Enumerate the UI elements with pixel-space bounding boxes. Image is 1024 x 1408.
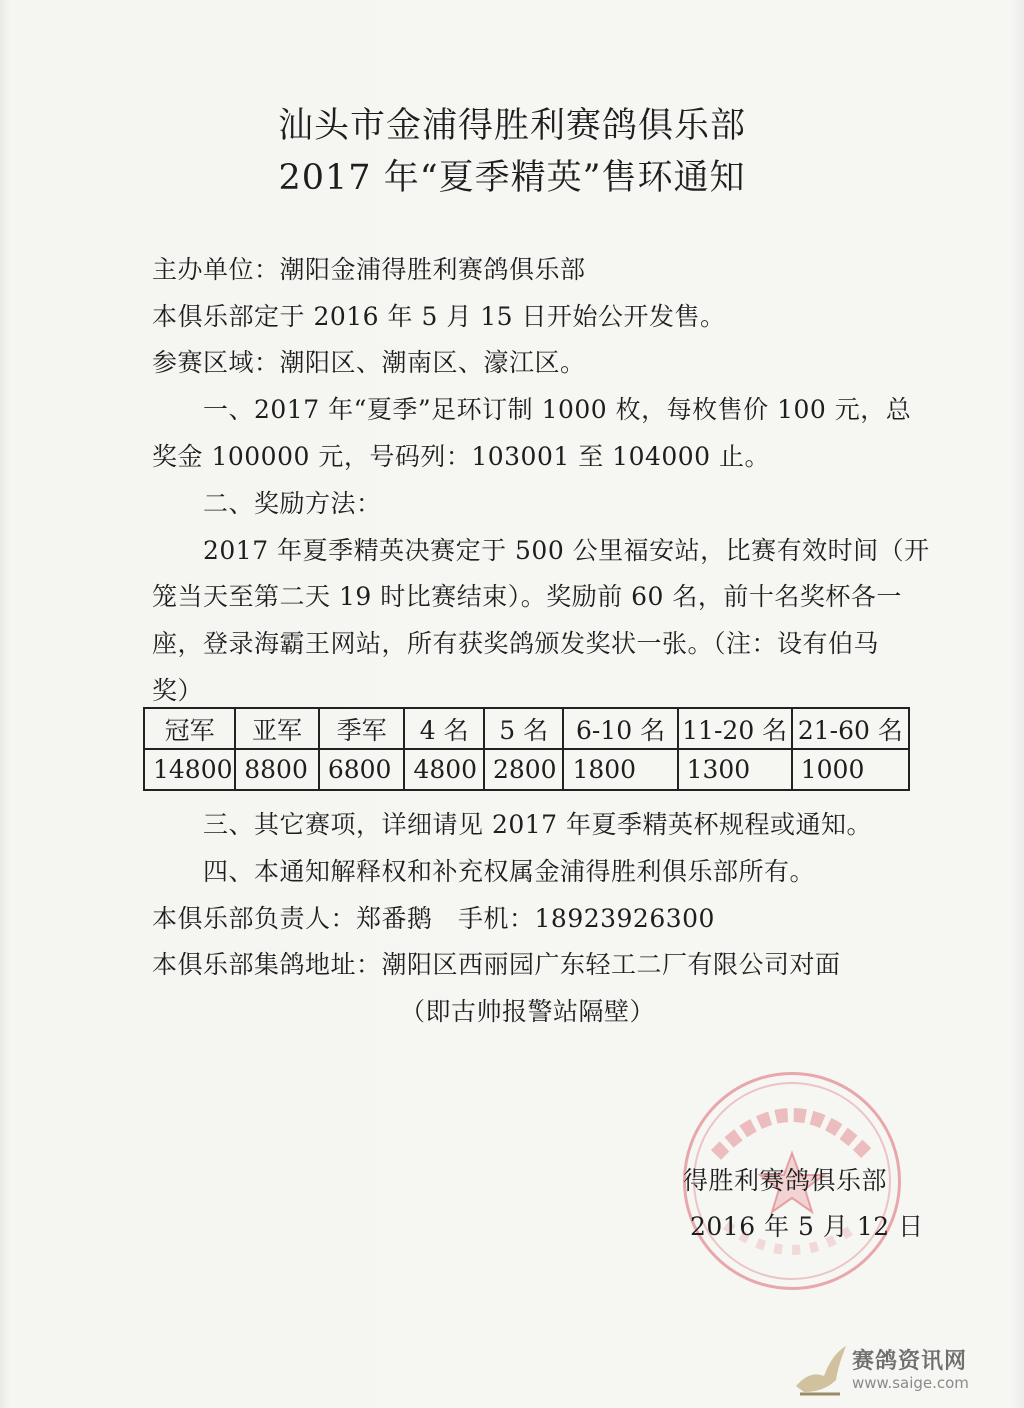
prize-header-cell: 21-60 名 [792, 708, 909, 749]
prize-header-cell: 6-10 名 [563, 708, 677, 749]
section4-line: 四、本通知解释权和补充权属金浦得胜利俱乐部所有。 [203, 857, 816, 886]
section1-line-b: 奖金 100000 元，号码列：103001 至 104000 止。 [152, 442, 771, 471]
prize-header-cell: 季军 [319, 708, 405, 749]
prize-value-cell: 2800 [484, 749, 564, 790]
prize-table [143, 707, 910, 791]
section2-line-d: 奖） [152, 676, 204, 705]
section3-line: 三、其它赛项，详细请见 2017 年夏季精英杯规程或通知。 [203, 810, 873, 839]
sale-start-line: 本俱乐部定于 2016 年 5 月 15 日开始公开发售。 [152, 302, 726, 331]
organizer-line: 主办单位：潮阳金浦得胜利赛鸽俱乐部 [152, 255, 586, 284]
prize-header-cell: 4 名 [404, 708, 484, 749]
pigeon-icon [790, 1340, 850, 1402]
prize-value-cell: 4800 [404, 749, 484, 790]
regions-line: 参赛区域：潮阳区、潮南区、濠江区。 [152, 348, 586, 377]
section2-line-c: 座，登录海霸王网站，所有获奖鸽颁发奖状一张。（注：设有伯马 [152, 629, 880, 658]
prize-table-header-row [144, 708, 909, 749]
prize-value-cell: 14800 [144, 749, 235, 790]
watermark-logo [790, 1340, 1010, 1402]
watermark-url: www.saige.com [852, 1374, 969, 1392]
prize-value-cell: 8800 [235, 749, 319, 790]
section2-title: 二、奖励方法： [203, 489, 382, 518]
prize-header-cell: 冠军 [144, 708, 235, 749]
prize-value-cell: 1000 [792, 749, 909, 790]
doc-title-line1: 汕头市金浦得胜利赛鸽俱乐部 [277, 106, 746, 146]
prize-value-cell: 1300 [678, 749, 792, 790]
address-note-line: （即古帅报警站隔壁） [400, 997, 656, 1026]
section2-line-b: 笼当天至第二天 19 时比赛结束）。奖励前 60 名，前十名奖杯各一 [152, 582, 902, 611]
prize-header-cell: 11-20 名 [678, 708, 792, 749]
doc-title-line2: 2017 年“夏季精英”售环通知 [278, 158, 746, 198]
prize-header-cell: 亚军 [235, 708, 319, 749]
section1-line-a: 一、2017 年“夏季”足环订制 1000 枚，每枚售价 100 元，总 [203, 395, 912, 424]
prize-table-value-row [144, 749, 909, 790]
prize-header-cell: 5 名 [484, 708, 564, 749]
address-line: 本俱乐部集鸽地址：潮阳区西丽园广东轻工二厂有限公司对面 [152, 950, 841, 979]
section2-line-a: 2017 年夏季精英决赛定于 500 公里福安站，比赛有效时间（开 [203, 536, 930, 565]
watermark-site-name: 赛鸽资讯网 [852, 1349, 968, 1374]
contact-line: 本俱乐部负责人：郑番鹅 手机：18923926300 [152, 904, 715, 933]
prize-value-cell: 1800 [563, 749, 677, 790]
prize-value-cell: 6800 [319, 749, 405, 790]
signature-club: 得胜利赛鸽俱乐部 [683, 1166, 888, 1195]
signature-date: 2016 年 5 月 12 日 [690, 1212, 924, 1241]
